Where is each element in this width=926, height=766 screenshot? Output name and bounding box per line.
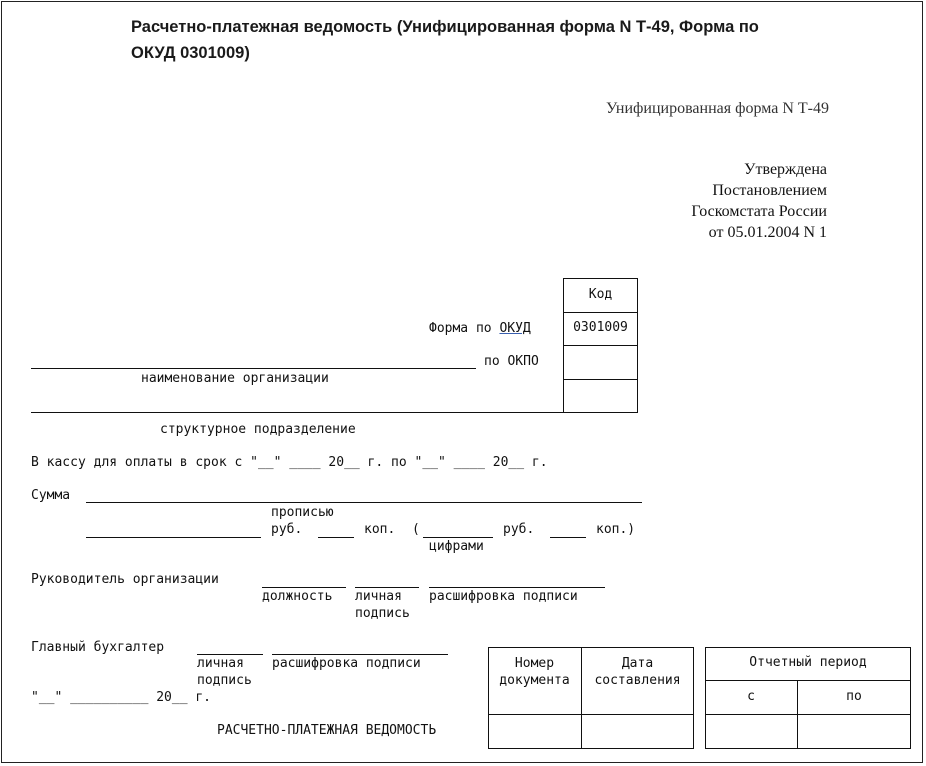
head-decode-caption: расшифровка подписи: [429, 589, 578, 604]
okud-value: 0301009: [573, 320, 628, 335]
head-decode-line: [429, 587, 605, 588]
okpo-label: по ОКПО: [484, 354, 539, 369]
okud-link[interactable]: ОКУД: [499, 321, 531, 336]
payment-term: В кассу для оплаты в срок с "__" ____ 20__ г. по "__" ____ 20__ г.: [31, 455, 548, 470]
sum-rub-line: [86, 537, 261, 538]
head-label: Руководитель организации: [31, 572, 219, 587]
sum-rub2-label: руб.: [503, 522, 535, 537]
sum-in-digits-caption: цифрами: [429, 539, 484, 554]
sum-kop-label: коп.: [364, 522, 396, 537]
authority-label: Госкомстата России: [691, 203, 827, 220]
period-table-divider: [705, 680, 911, 681]
form-okud-label: [429, 321, 531, 336]
accountant-signature-caption: подпись: [197, 673, 252, 688]
sum-kop-line: [318, 537, 354, 538]
accountant-decode-line: [272, 654, 448, 655]
period-header: Отчетный период: [749, 655, 867, 670]
doc-date-header-line2: составления: [594, 673, 681, 688]
sum-kop2-label: коп.): [596, 522, 636, 537]
period-from-label: с: [747, 689, 755, 704]
document-title-line2: ОКУД 0301009): [131, 44, 250, 62]
accountant-signature-line: [197, 654, 263, 655]
code-header: Код: [588, 287, 613, 302]
head-signature-caption: подпись: [355, 606, 410, 621]
head-position-line: [262, 587, 346, 588]
document-title-line1: Расчетно-платежная ведомость (Унифицированная форма N Т-49, Форма по: [131, 18, 759, 36]
head-signature-line: [355, 587, 419, 588]
sum-in-words-caption: прописью: [271, 505, 334, 520]
code-box-divider: [563, 345, 638, 346]
code-box-divider: [563, 312, 638, 313]
sum-rub-label: руб.: [271, 522, 303, 537]
decree-label: Постановлением: [712, 182, 827, 199]
form-label: Форма по: [429, 321, 500, 336]
division-caption: структурное подразделение: [160, 422, 356, 437]
doc-number-header-line2: документа: [499, 673, 570, 688]
doc-number-header-line1: Номер: [514, 656, 555, 671]
sum-digits-rub-line: [423, 537, 493, 538]
sum-words-line: [86, 502, 642, 503]
head-personal-caption: личная: [355, 589, 402, 604]
accountant-date: "__" __________ 20__ г.: [31, 690, 212, 705]
accountant-label: Главный бухгалтер: [31, 640, 165, 655]
division-line: [31, 412, 563, 413]
unified-form-label: Унифицированная форма N Т-49: [605, 100, 829, 117]
doc-date-header-line1: Дата: [621, 656, 654, 671]
accountant-decode-caption: расшифровка подписи: [272, 656, 421, 671]
approved-label: Утверждена: [744, 161, 827, 178]
sum-digits-kop-line: [550, 537, 586, 538]
period-to-label: по: [846, 689, 862, 704]
period-table-divider: [705, 714, 911, 715]
org-name-line: [31, 368, 476, 369]
sum-label: Сумма: [31, 488, 71, 503]
document-name: РАСЧЕТНО-ПЛАТЕЖНАЯ ВЕДОМОСТЬ: [217, 723, 437, 738]
accountant-personal-caption: личная: [197, 656, 244, 671]
org-name-caption: наименование организации: [141, 371, 329, 386]
code-box-divider: [563, 379, 638, 380]
sum-paren-open: (: [412, 522, 420, 537]
head-position-caption: должность: [262, 589, 333, 604]
doc-table-divider: [488, 714, 694, 715]
approval-date-label: от 05.01.2004 N 1: [708, 224, 827, 241]
